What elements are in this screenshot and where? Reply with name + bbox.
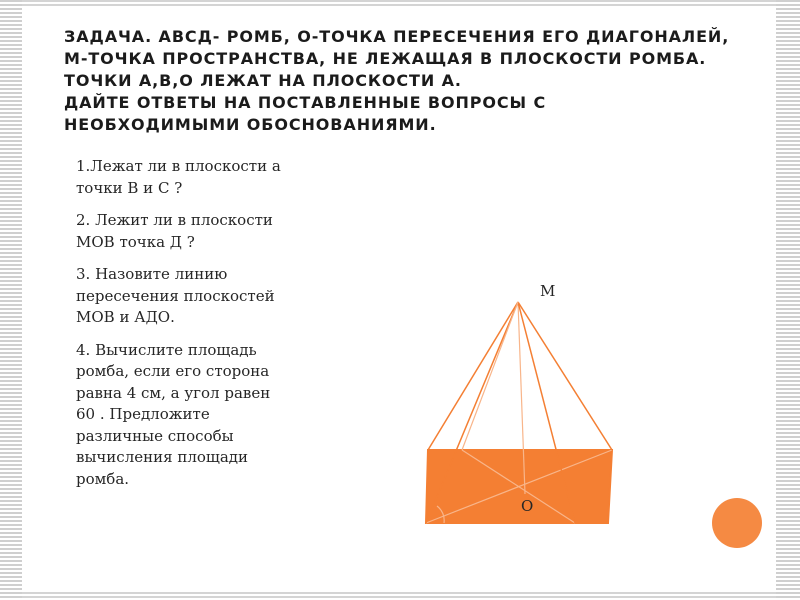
title-line: М-ТОЧКА ПРОСТРАНСТВА, НЕ ЛЕЖАЩАЯ В ПЛОСКОСТИ РОМБА. [64, 49, 707, 68]
question-2: 2. Лежит ли в плоскости МОВ точка Д ? [76, 211, 273, 251]
point-m-label: M [540, 282, 556, 300]
point-o-label: O [521, 497, 534, 515]
question-4: 4. Вычислите площадь ромба, если его сторона равна 4 см, а угол равен 60 . Предложите различные способы вычисления площади ромба. [76, 340, 271, 488]
lateral-edge [428, 302, 518, 450]
question-3: 3. Назовите линию пересечения плоскостей МОВ и АДО. [76, 265, 275, 326]
title-line: ТОЧКИ А,В,О ЛЕЖАТ НА ПЛОСКОСТИ А. [64, 71, 462, 90]
lateral-edge [462, 302, 518, 450]
lateral-edge [518, 302, 612, 450]
decorative-circle [712, 498, 762, 548]
title-line: ЗАДАЧА. АВСД- РОМБ, О-ТОЧКА ПЕРЕСЕЧЕНИЯ ЕГО ДИАГОНАЛЕЙ, [64, 27, 730, 46]
title-line: НЕОБХОДИМЫМИ ОБОСНОВАНИЯМИ. [64, 115, 437, 134]
title-line: ДАЙТЕ ОТВЕТЫ НА ПОСТАВЛЕННЫЕ ВОПРОСЫ С [64, 93, 547, 112]
question-1: 1.Лежат ли в плоскости а точки В и С ? [76, 157, 281, 197]
